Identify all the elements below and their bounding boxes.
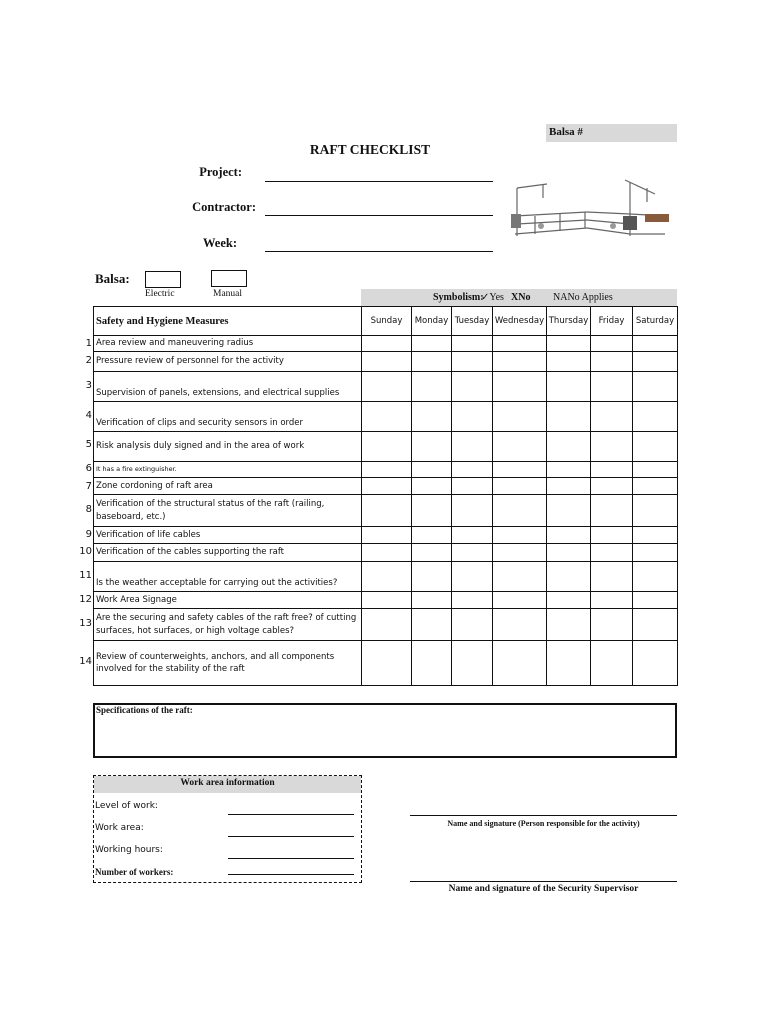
check-cell[interactable]: [633, 462, 678, 478]
check-cell[interactable]: [493, 478, 547, 495]
check-cell[interactable]: [412, 562, 452, 592]
symbolism-legend: [361, 289, 677, 306]
measure-text: Pressure review of personnel for the activity: [94, 352, 362, 372]
check-cell[interactable]: [412, 336, 452, 352]
check-cell[interactable]: [633, 495, 678, 527]
level-of-work-input[interactable]: [228, 814, 354, 815]
check-cell[interactable]: [412, 592, 452, 609]
supervisor-signature-label: Name and signature of the Security Supervisor: [448, 884, 639, 894]
manual-label: Manual: [213, 289, 243, 299]
table-row: [94, 432, 678, 462]
check-cell[interactable]: [452, 336, 493, 352]
working-hours-label: Working hours:: [95, 845, 163, 855]
day-header-thursday: Thursday: [547, 307, 591, 336]
contractor-input-line[interactable]: [265, 215, 493, 216]
measure-text: Verification of the cables supporting the raft: [94, 544, 362, 562]
check-cell[interactable]: [452, 402, 493, 432]
check-cell[interactable]: [591, 462, 633, 478]
page-title: RAFT CHECKLIST: [309, 142, 431, 157]
measure-text: Supervision of panels, extensions, and electrical supplies: [94, 372, 362, 402]
check-cell[interactable]: [633, 478, 678, 495]
check-cell[interactable]: [362, 432, 412, 462]
check-cell[interactable]: [591, 432, 633, 462]
check-cell[interactable]: [591, 592, 633, 609]
check-cell[interactable]: [412, 402, 452, 432]
check-cell[interactable]: [493, 352, 547, 372]
check-cell[interactable]: [547, 336, 591, 352]
row-number: 8: [85, 504, 92, 515]
balsa-number-label: Balsa #: [549, 126, 583, 138]
symbolism-yes: ✓Yes: [481, 292, 504, 303]
check-cell[interactable]: [412, 462, 452, 478]
row-number: 5: [85, 439, 92, 450]
check-cell[interactable]: [412, 432, 452, 462]
check-cell[interactable]: [493, 609, 547, 641]
measure-text: Is the weather acceptable for carrying out the activities?: [94, 562, 362, 592]
check-cell[interactable]: [452, 527, 493, 544]
day-header-monday: Monday: [412, 307, 452, 336]
working-hours-input[interactable]: [228, 858, 354, 859]
check-cell[interactable]: [362, 372, 412, 402]
check-cell[interactable]: [412, 352, 452, 372]
checklist-table: [93, 306, 678, 686]
row-number: 3: [85, 380, 92, 391]
check-cell[interactable]: [452, 544, 493, 562]
check-cell[interactable]: [493, 544, 547, 562]
table-row: [94, 336, 678, 352]
symbolism-no: XNo: [511, 292, 531, 303]
day-header-wednesday: Wednesday: [493, 307, 547, 336]
check-cell[interactable]: [633, 432, 678, 462]
contractor-label: Contractor:: [192, 200, 256, 214]
table-row: [94, 641, 678, 686]
check-cell[interactable]: [362, 402, 412, 432]
check-cell[interactable]: [452, 609, 493, 641]
check-cell[interactable]: [362, 527, 412, 544]
check-cell[interactable]: [633, 527, 678, 544]
check-cell[interactable]: [362, 352, 412, 372]
balsa-number-field[interactable]: [546, 124, 677, 142]
check-cell[interactable]: [493, 402, 547, 432]
check-cell[interactable]: [493, 462, 547, 478]
check-cell[interactable]: [547, 462, 591, 478]
day-header-sunday: Sunday: [362, 307, 412, 336]
check-cell[interactable]: [547, 609, 591, 641]
check-cell[interactable]: [547, 544, 591, 562]
check-cell[interactable]: [493, 562, 547, 592]
row-number: 4: [85, 410, 92, 421]
check-cell[interactable]: [452, 592, 493, 609]
measure-text: Risk analysis duly signed and in the area of work: [94, 432, 362, 462]
table-header-row: [94, 307, 678, 336]
check-cell[interactable]: [633, 336, 678, 352]
measure-text: Verification of clips and security sensors in order: [94, 402, 362, 432]
table-row: [94, 478, 678, 495]
check-cell[interactable]: [591, 641, 633, 686]
safety-measures-header: Safety and Hygiene Measures: [94, 307, 362, 336]
check-cell[interactable]: [633, 544, 678, 562]
check-cell[interactable]: [412, 372, 452, 402]
responsible-signature-line[interactable]: [410, 815, 677, 816]
check-cell[interactable]: [362, 478, 412, 495]
work-area-input[interactable]: [228, 836, 354, 837]
check-cell[interactable]: [493, 495, 547, 527]
symbolism-na: NANo Applies: [553, 292, 613, 303]
check-cell[interactable]: [591, 609, 633, 641]
check-cell[interactable]: [493, 432, 547, 462]
balsa-type-label: Balsa:: [95, 271, 130, 286]
check-cell[interactable]: [633, 562, 678, 592]
measure-text: Review of counterweights, anchors, and all components involved for the stability of the raft: [94, 641, 362, 686]
check-cell[interactable]: [412, 495, 452, 527]
row-number: 1: [85, 338, 92, 349]
level-of-work-label: Level of work:: [95, 801, 158, 811]
table-row: [94, 462, 678, 478]
day-header-friday: Friday: [591, 307, 633, 336]
check-cell[interactable]: [547, 592, 591, 609]
check-cell[interactable]: [452, 372, 493, 402]
check-cell[interactable]: [591, 562, 633, 592]
raft-platform-image: [505, 176, 675, 246]
responsible-signature-label: Name and signature (Person responsible for the activity): [447, 819, 640, 828]
check-cell[interactable]: [547, 432, 591, 462]
check-cell[interactable]: [547, 352, 591, 372]
check-cell[interactable]: [633, 352, 678, 372]
check-cell[interactable]: [547, 402, 591, 432]
check-cell[interactable]: [547, 495, 591, 527]
check-cell[interactable]: [493, 527, 547, 544]
check-cell[interactable]: [493, 641, 547, 686]
symbolism-label: Symbolism:: [433, 292, 484, 303]
check-cell[interactable]: [547, 372, 591, 402]
week-input-line[interactable]: [265, 251, 493, 252]
check-cell[interactable]: [452, 641, 493, 686]
check-cell[interactable]: [362, 544, 412, 562]
check-cell[interactable]: [591, 336, 633, 352]
check-cell[interactable]: [362, 562, 412, 592]
row-number: 9: [85, 529, 92, 540]
check-cell[interactable]: [591, 527, 633, 544]
work-area-label: Work area:: [95, 823, 144, 833]
row-number: 7: [85, 481, 92, 492]
check-cell[interactable]: [412, 527, 452, 544]
check-cell[interactable]: [452, 478, 493, 495]
electric-label: Electric: [145, 289, 175, 299]
number-of-workers-label: Number of workers:: [95, 867, 174, 877]
check-cell[interactable]: [412, 544, 452, 562]
measure-text: It has a fire extinguisher.: [94, 462, 362, 478]
check-cell[interactable]: [412, 641, 452, 686]
check-cell[interactable]: [452, 432, 493, 462]
table-row: [94, 402, 678, 432]
day-header-tuesday: Tuesday: [452, 307, 493, 336]
check-cell[interactable]: [591, 372, 633, 402]
electric-checkbox[interactable]: [145, 271, 181, 288]
check-cell[interactable]: [493, 592, 547, 609]
check-cell[interactable]: [452, 562, 493, 592]
check-cell[interactable]: [452, 352, 493, 372]
manual-checkbox[interactable]: [211, 270, 247, 287]
check-cell[interactable]: [547, 641, 591, 686]
row-number: 12: [79, 594, 92, 605]
check-cell[interactable]: [452, 462, 493, 478]
table-row: [94, 544, 678, 562]
table-row: [94, 562, 678, 592]
table-row: [94, 592, 678, 609]
measure-text: Zone cordoning of raft area: [94, 478, 362, 495]
table-row: [94, 527, 678, 544]
check-cell[interactable]: [591, 352, 633, 372]
project-input-line[interactable]: [265, 181, 493, 182]
check-cell[interactable]: [362, 336, 412, 352]
check-cell[interactable]: [412, 609, 452, 641]
row-number: 6: [85, 463, 92, 474]
table-row: [94, 372, 678, 402]
check-cell[interactable]: [362, 462, 412, 478]
row-number: 14: [79, 656, 92, 667]
table-row: [94, 352, 678, 372]
project-label: Project:: [199, 165, 242, 179]
check-cell[interactable]: [591, 402, 633, 432]
day-header-saturday: Saturday: [633, 307, 678, 336]
measure-text: Verification of the structural status of the raft (railing, baseboard, etc.): [94, 495, 362, 527]
check-cell[interactable]: [452, 495, 493, 527]
check-cell[interactable]: [493, 372, 547, 402]
check-cell[interactable]: [547, 527, 591, 544]
check-cell[interactable]: [591, 495, 633, 527]
number-of-workers-input[interactable]: [228, 874, 354, 875]
table-row: [94, 495, 678, 527]
work-area-header: Work area information: [94, 776, 361, 793]
measure-text: Are the securing and safety cables of the raft free? of cutting surfaces, hot surfaces, or high voltage cables?: [94, 609, 362, 641]
specifications-label: Specifications of the raft:: [96, 705, 193, 715]
check-cell[interactable]: [362, 609, 412, 641]
supervisor-signature-line[interactable]: [410, 881, 677, 882]
row-number: 2: [85, 355, 92, 366]
row-number: 11: [79, 570, 92, 581]
row-number: 10: [79, 546, 92, 557]
check-cell[interactable]: [633, 402, 678, 432]
check-cell[interactable]: [591, 544, 633, 562]
row-number: 13: [79, 618, 92, 629]
check-cell[interactable]: [412, 478, 452, 495]
check-cell[interactable]: [633, 592, 678, 609]
week-label: Week:: [202, 236, 237, 250]
check-cell[interactable]: [547, 562, 591, 592]
check-cell[interactable]: [633, 372, 678, 402]
measure-text: Work Area Signage: [94, 592, 362, 609]
check-cell[interactable]: [362, 641, 412, 686]
check-cell[interactable]: [547, 478, 591, 495]
measure-text: Area review and maneuvering radius: [94, 336, 362, 352]
check-cell[interactable]: [493, 336, 547, 352]
measure-text: Verification of life cables: [94, 527, 362, 544]
check-cell[interactable]: [633, 609, 678, 641]
table-row: [94, 609, 678, 641]
check-cell[interactable]: [633, 641, 678, 686]
check-cell[interactable]: [362, 592, 412, 609]
check-cell[interactable]: [591, 478, 633, 495]
check-cell[interactable]: [362, 495, 412, 527]
